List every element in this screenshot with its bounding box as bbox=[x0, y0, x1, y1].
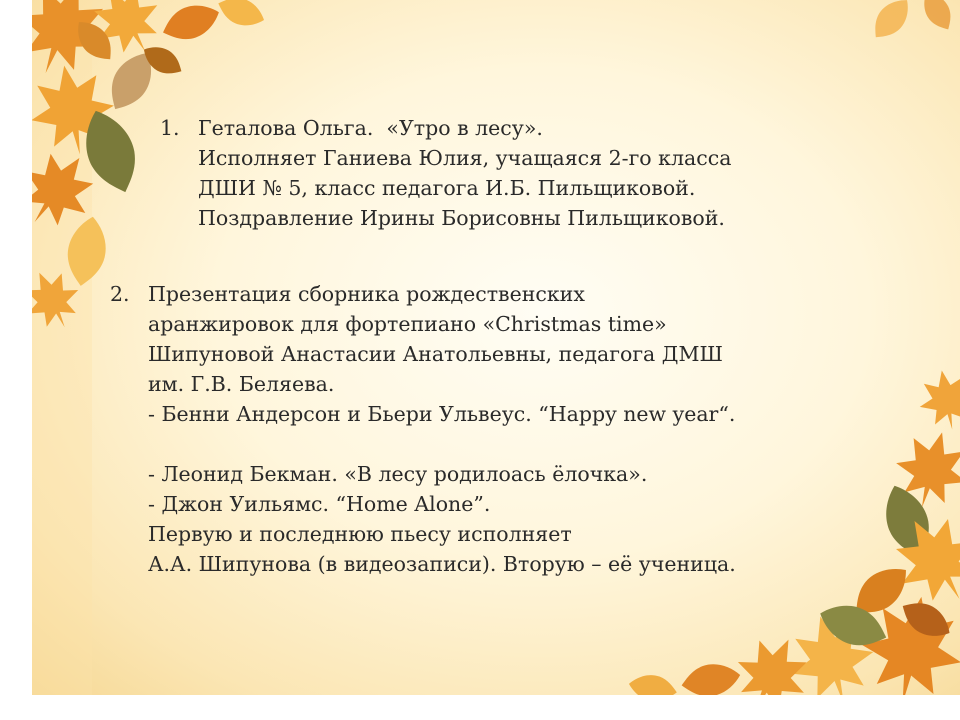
item-2-line-5: - Бенни Андерсон и Бьери Ульвеус. “Happy new year“. bbox=[148, 402, 736, 426]
item-1-line-1: Геталова Ольга. «Утро в лесу». bbox=[198, 116, 543, 140]
item-1-line-4: Поздравление Ирины Борисовны Пильщиковой. bbox=[198, 206, 725, 230]
list-item-2 bbox=[110, 279, 736, 579]
item-2-line-2: аранжировок для фортепиано «Christmas time» bbox=[148, 312, 667, 336]
item-2-line-1: Презентация сборника рождественских bbox=[148, 282, 585, 306]
item-1-number: 1. bbox=[160, 116, 180, 140]
item-2-line-6 bbox=[148, 429, 736, 459]
item-2-line-4: им. Г.В. Беляева. bbox=[148, 372, 335, 396]
item-2-line-10: А.А. Шипунова (в видеозаписи). Вторую – её ученица. bbox=[148, 552, 736, 576]
top-right-leaves bbox=[866, 0, 958, 46]
item-1-line-3: ДШИ № 5, класс педагога И.Б. Пильщиковой. bbox=[198, 176, 696, 200]
item-2-line-9: Первую и последнюю пьесу исполняет bbox=[148, 522, 572, 546]
item-2-number: 2. bbox=[110, 282, 130, 306]
list-item-1 bbox=[160, 113, 732, 233]
item-2-line-3: Шипуновой Анастасии Анатольевны, педагога ДМШ bbox=[148, 342, 723, 366]
item-1-line-2: Исполняет Ганиева Юлия, учащаяся 2-го класса bbox=[198, 146, 732, 170]
item-2-line-7: - Леонид Бекман. «В лесу родилоась ёлочка». bbox=[148, 462, 648, 486]
slide bbox=[32, 0, 960, 695]
item-2-line-8: - Джон Уильямс. “Home Alone”. bbox=[148, 492, 491, 516]
